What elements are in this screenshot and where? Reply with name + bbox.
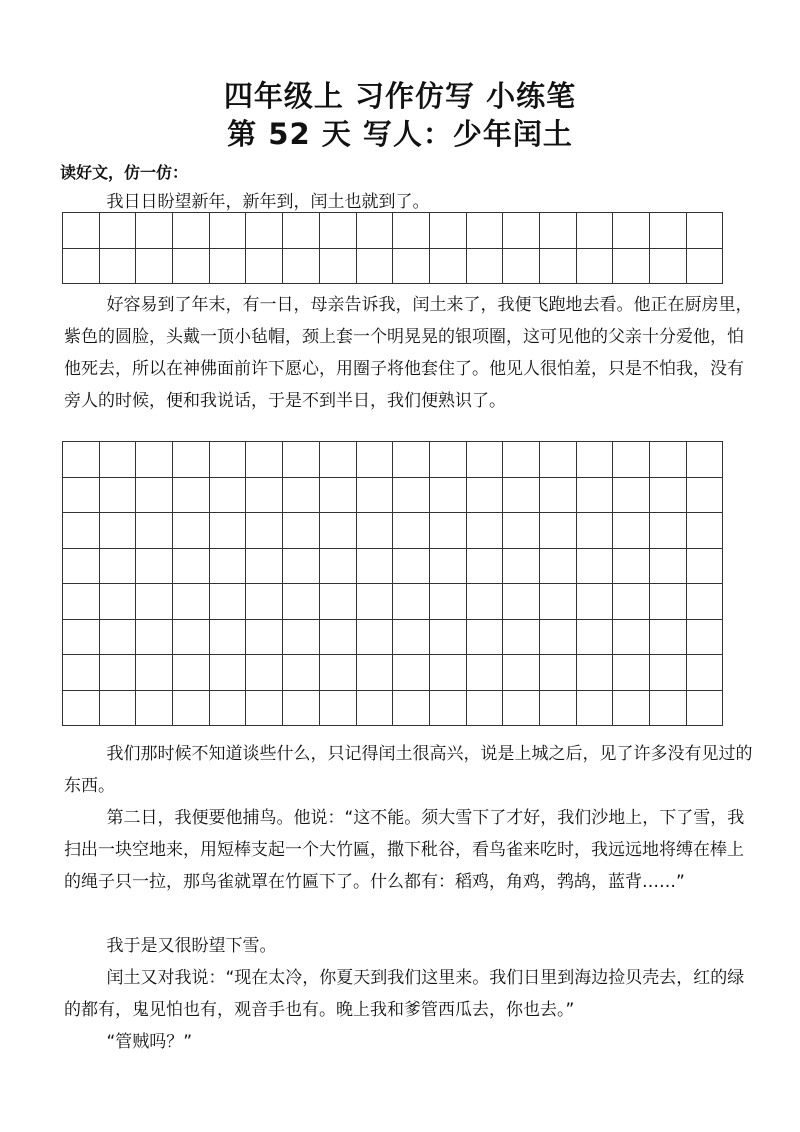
grid-cell[interactable] [503,549,540,585]
grid-cell[interactable] [613,213,650,249]
grid-cell[interactable] [650,478,687,514]
grid-cell[interactable] [100,478,137,514]
grid-cell[interactable] [136,513,173,549]
grid-cell[interactable] [246,691,283,727]
grid-cell[interactable] [173,478,210,514]
grid-cell[interactable] [467,691,504,727]
grid-cell[interactable] [100,213,137,249]
grid-cell[interactable] [687,213,724,249]
grid-cell[interactable] [467,213,504,249]
grid-cell[interactable] [650,549,687,585]
grid-cell[interactable] [100,513,137,549]
grid-cell[interactable] [393,213,430,249]
grid-cell[interactable] [540,213,577,249]
grid-cell[interactable] [63,655,100,691]
grid-cell[interactable] [246,584,283,620]
grid-cell[interactable] [210,549,247,585]
grid-cell[interactable] [283,584,320,620]
grid-cell[interactable] [393,442,430,478]
grid-cell[interactable] [136,549,173,585]
grid-cell[interactable] [430,620,467,656]
grid-cell[interactable] [210,620,247,656]
grid-cell[interactable] [320,549,357,585]
grid-cell[interactable] [613,620,650,656]
grid-cell[interactable] [320,584,357,620]
grid-cell[interactable] [63,691,100,727]
grid-cell[interactable] [613,691,650,727]
grid-cell[interactable] [357,442,394,478]
grid-cell[interactable] [467,513,504,549]
grid-cell[interactable] [173,620,210,656]
grid-cell[interactable] [430,584,467,620]
grid-cell[interactable] [577,620,614,656]
grid-cell[interactable] [687,442,724,478]
grid-cell[interactable] [650,513,687,549]
grid-cell[interactable] [320,691,357,727]
grid-cell[interactable] [540,442,577,478]
grid-cell[interactable] [283,691,320,727]
grid-cell[interactable] [613,584,650,620]
grid-cell[interactable] [650,691,687,727]
grid-cell[interactable] [136,249,173,285]
grid-cell[interactable] [540,513,577,549]
grid-cell[interactable] [687,691,724,727]
grid-cell[interactable] [320,655,357,691]
grid-cell[interactable] [393,513,430,549]
grid-cell[interactable] [210,691,247,727]
grid-cell[interactable] [687,478,724,514]
grid-cell[interactable] [210,655,247,691]
grid-cell[interactable] [430,655,467,691]
grid-cell[interactable] [100,584,137,620]
grid-cell[interactable] [430,513,467,549]
grid-cell[interactable] [320,213,357,249]
grid-cell[interactable] [540,691,577,727]
grid-cell[interactable] [613,442,650,478]
grid-cell[interactable] [210,513,247,549]
grid-cell[interactable] [650,655,687,691]
grid-cell[interactable] [246,249,283,285]
grid-cell[interactable] [687,620,724,656]
grid-cell[interactable] [577,213,614,249]
grid-cell[interactable] [173,655,210,691]
paragraph-6: 闰土又对我说：“现在太冷，你夏天到我们这里来。我们日里到海边捡贝壳去，红的绿的都有，鬼见怕也有，观音手也有。晚上我和爹管西瓜去，你也去。” [64,968,745,1020]
grid-cell[interactable] [63,478,100,514]
grid-cell[interactable] [577,691,614,727]
grid-cell[interactable] [577,513,614,549]
grid-cell[interactable] [283,442,320,478]
grid-cell[interactable] [246,549,283,585]
grid-cell[interactable] [210,478,247,514]
grid-cell[interactable] [173,442,210,478]
grid-cell[interactable] [283,249,320,285]
grid-cell[interactable] [540,620,577,656]
grid-cell[interactable] [136,478,173,514]
section-heading: 读好文，仿一仿： [60,163,189,182]
grid-cell[interactable] [100,655,137,691]
grid-cell[interactable] [173,584,210,620]
grid-cell[interactable] [577,655,614,691]
grid-cell[interactable] [613,513,650,549]
grid-cell[interactable] [540,655,577,691]
grid-cell[interactable] [357,584,394,620]
grid-cell[interactable] [246,513,283,549]
grid-cell[interactable] [246,213,283,249]
grid-cell[interactable] [357,213,394,249]
grid-cell[interactable] [173,249,210,285]
paragraph-4: 第二日，我便要他捕鸟。他说：“这不能。须大雪下了才好，我们沙地上，下了雪，我扫出一块空地来，用短棒支起一个大竹匾，撒下秕谷，看鸟雀来吃时，我远远地将缚在棒上的绳子只一拉，那鸟雀就罩在竹匾下了。什么都有：稻鸡，角鸡，鹁鸪，蓝背……” [64,808,745,892]
grid-cell[interactable] [503,513,540,549]
grid-cell[interactable] [687,655,724,691]
grid-cell[interactable] [246,478,283,514]
grid-cell[interactable] [320,442,357,478]
grid-cell[interactable] [246,442,283,478]
paragraph-3: 我们那时候不知道谈些什么，只记得闰土很高兴，说是上城之后，见了许多没有见过的东西。 [64,744,753,796]
grid-cell[interactable] [136,620,173,656]
grid-cell[interactable] [283,620,320,656]
grid-cell[interactable] [357,478,394,514]
grid-cell[interactable] [63,549,100,585]
grid-cell[interactable] [430,249,467,285]
grid-cell[interactable] [283,213,320,249]
grid-cell[interactable] [357,513,394,549]
grid-cell[interactable] [357,655,394,691]
grid-cell[interactable] [357,549,394,585]
grid-cell[interactable] [650,584,687,620]
grid-cell[interactable] [503,249,540,285]
grid-cell[interactable] [503,691,540,727]
grid-cell[interactable] [283,655,320,691]
grid-cell[interactable] [577,549,614,585]
grid-cell[interactable] [393,691,430,727]
grid-cell[interactable] [540,478,577,514]
grid-cell[interactable] [357,620,394,656]
grid-cell[interactable] [283,549,320,585]
grid-cell[interactable] [430,213,467,249]
grid-cell[interactable] [430,478,467,514]
paragraph-1: 我日日盼望新年，新年到，闰土也就到了。 [106,192,430,212]
grid-cell[interactable] [430,442,467,478]
grid-cell[interactable] [687,549,724,585]
grid-cell[interactable] [430,691,467,727]
grid-cell[interactable] [613,478,650,514]
grid-cell[interactable] [136,584,173,620]
grid-cell[interactable] [246,655,283,691]
grid-cell[interactable] [467,549,504,585]
grid-cell[interactable] [503,584,540,620]
grid-cell[interactable] [100,249,137,285]
grid-cell[interactable] [540,584,577,620]
title-line-1: 四年级上 习作仿写 小练笔 [223,79,577,113]
grid-cell[interactable] [210,213,247,249]
grid-cell[interactable] [687,584,724,620]
grid-cell[interactable] [503,620,540,656]
grid-cell[interactable] [613,549,650,585]
grid-cell[interactable] [173,513,210,549]
grid-cell[interactable] [63,213,100,249]
grid-cell[interactable] [100,442,137,478]
grid-cell[interactable] [393,620,430,656]
grid-cell[interactable] [283,513,320,549]
paragraph-7: “管贼吗？” [106,1032,193,1052]
grid-cell[interactable] [467,478,504,514]
grid-cell[interactable] [173,691,210,727]
grid-cell[interactable] [357,691,394,727]
grid-cell[interactable] [650,442,687,478]
grid-cell[interactable] [467,249,504,285]
grid-cell[interactable] [393,655,430,691]
grid-cell[interactable] [467,584,504,620]
grid-cell[interactable] [136,213,173,249]
grid-cell[interactable] [613,655,650,691]
grid-cell[interactable] [63,584,100,620]
grid-cell[interactable] [577,584,614,620]
grid-cell[interactable] [63,513,100,549]
grid-cell[interactable] [63,620,100,656]
grid-cell[interactable] [467,620,504,656]
grid-cell[interactable] [393,549,430,585]
grid-cell[interactable] [320,620,357,656]
grid-cell[interactable] [503,442,540,478]
grid-cell[interactable] [173,213,210,249]
grid-cell[interactable] [210,442,247,478]
grid-cell[interactable] [136,691,173,727]
grid-cell[interactable] [467,655,504,691]
grid-cell[interactable] [63,442,100,478]
grid-cell[interactable] [503,213,540,249]
grid-cell[interactable] [283,478,320,514]
title-line-2: 第 52 天 写人：少年闰土 [227,117,573,151]
grid-cell[interactable] [503,655,540,691]
grid-cell[interactable] [577,478,614,514]
grid-cell[interactable] [136,442,173,478]
grid-cell[interactable] [687,249,724,285]
grid-cell[interactable] [100,549,137,585]
grid-cell[interactable] [467,442,504,478]
grid-cell[interactable] [503,478,540,514]
grid-cell[interactable] [577,442,614,478]
paragraph-2: 好容易到了年末，有一日，母亲告诉我，闰土来了，我便飞跑地去看。他正在厨房里，紫色的圆脸，头戴一顶小毡帽，颈上套一个明晃晃的银项圈，这可见他的父亲十分爱他，怕他死去，所以在神佛面前许下愿心，用圈子将他套住了。他见人很怕羞，只是不怕我，没有旁人的时候，便和我说话，于是不到半日，我们便熟识了。 [64,295,753,411]
grid-cell[interactable] [246,620,283,656]
grid-cell[interactable] [393,584,430,620]
grid-cell[interactable] [650,620,687,656]
grid-cell[interactable] [687,513,724,549]
grid-cell[interactable] [650,249,687,285]
writing-grid-1[interactable] [62,212,723,284]
paragraph-5: 我于是又很盼望下雪。 [106,936,277,956]
grid-cell[interactable] [100,691,137,727]
grid-cell[interactable] [100,620,137,656]
grid-cell[interactable] [393,478,430,514]
grid-cell[interactable] [540,549,577,585]
grid-cell[interactable] [320,513,357,549]
grid-cell[interactable] [650,213,687,249]
grid-cell[interactable] [357,249,394,285]
grid-cell[interactable] [320,249,357,285]
grid-cell[interactable] [613,249,650,285]
grid-cell[interactable] [540,249,577,285]
grid-cell[interactable] [210,584,247,620]
grid-cell[interactable] [393,249,430,285]
grid-cell[interactable] [210,249,247,285]
grid-cell[interactable] [136,655,173,691]
grid-cell[interactable] [430,549,467,585]
grid-cell[interactable] [320,478,357,514]
grid-cell[interactable] [173,549,210,585]
writing-grid-2[interactable] [62,441,723,726]
grid-cell[interactable] [577,249,614,285]
grid-cell[interactable] [63,249,100,285]
